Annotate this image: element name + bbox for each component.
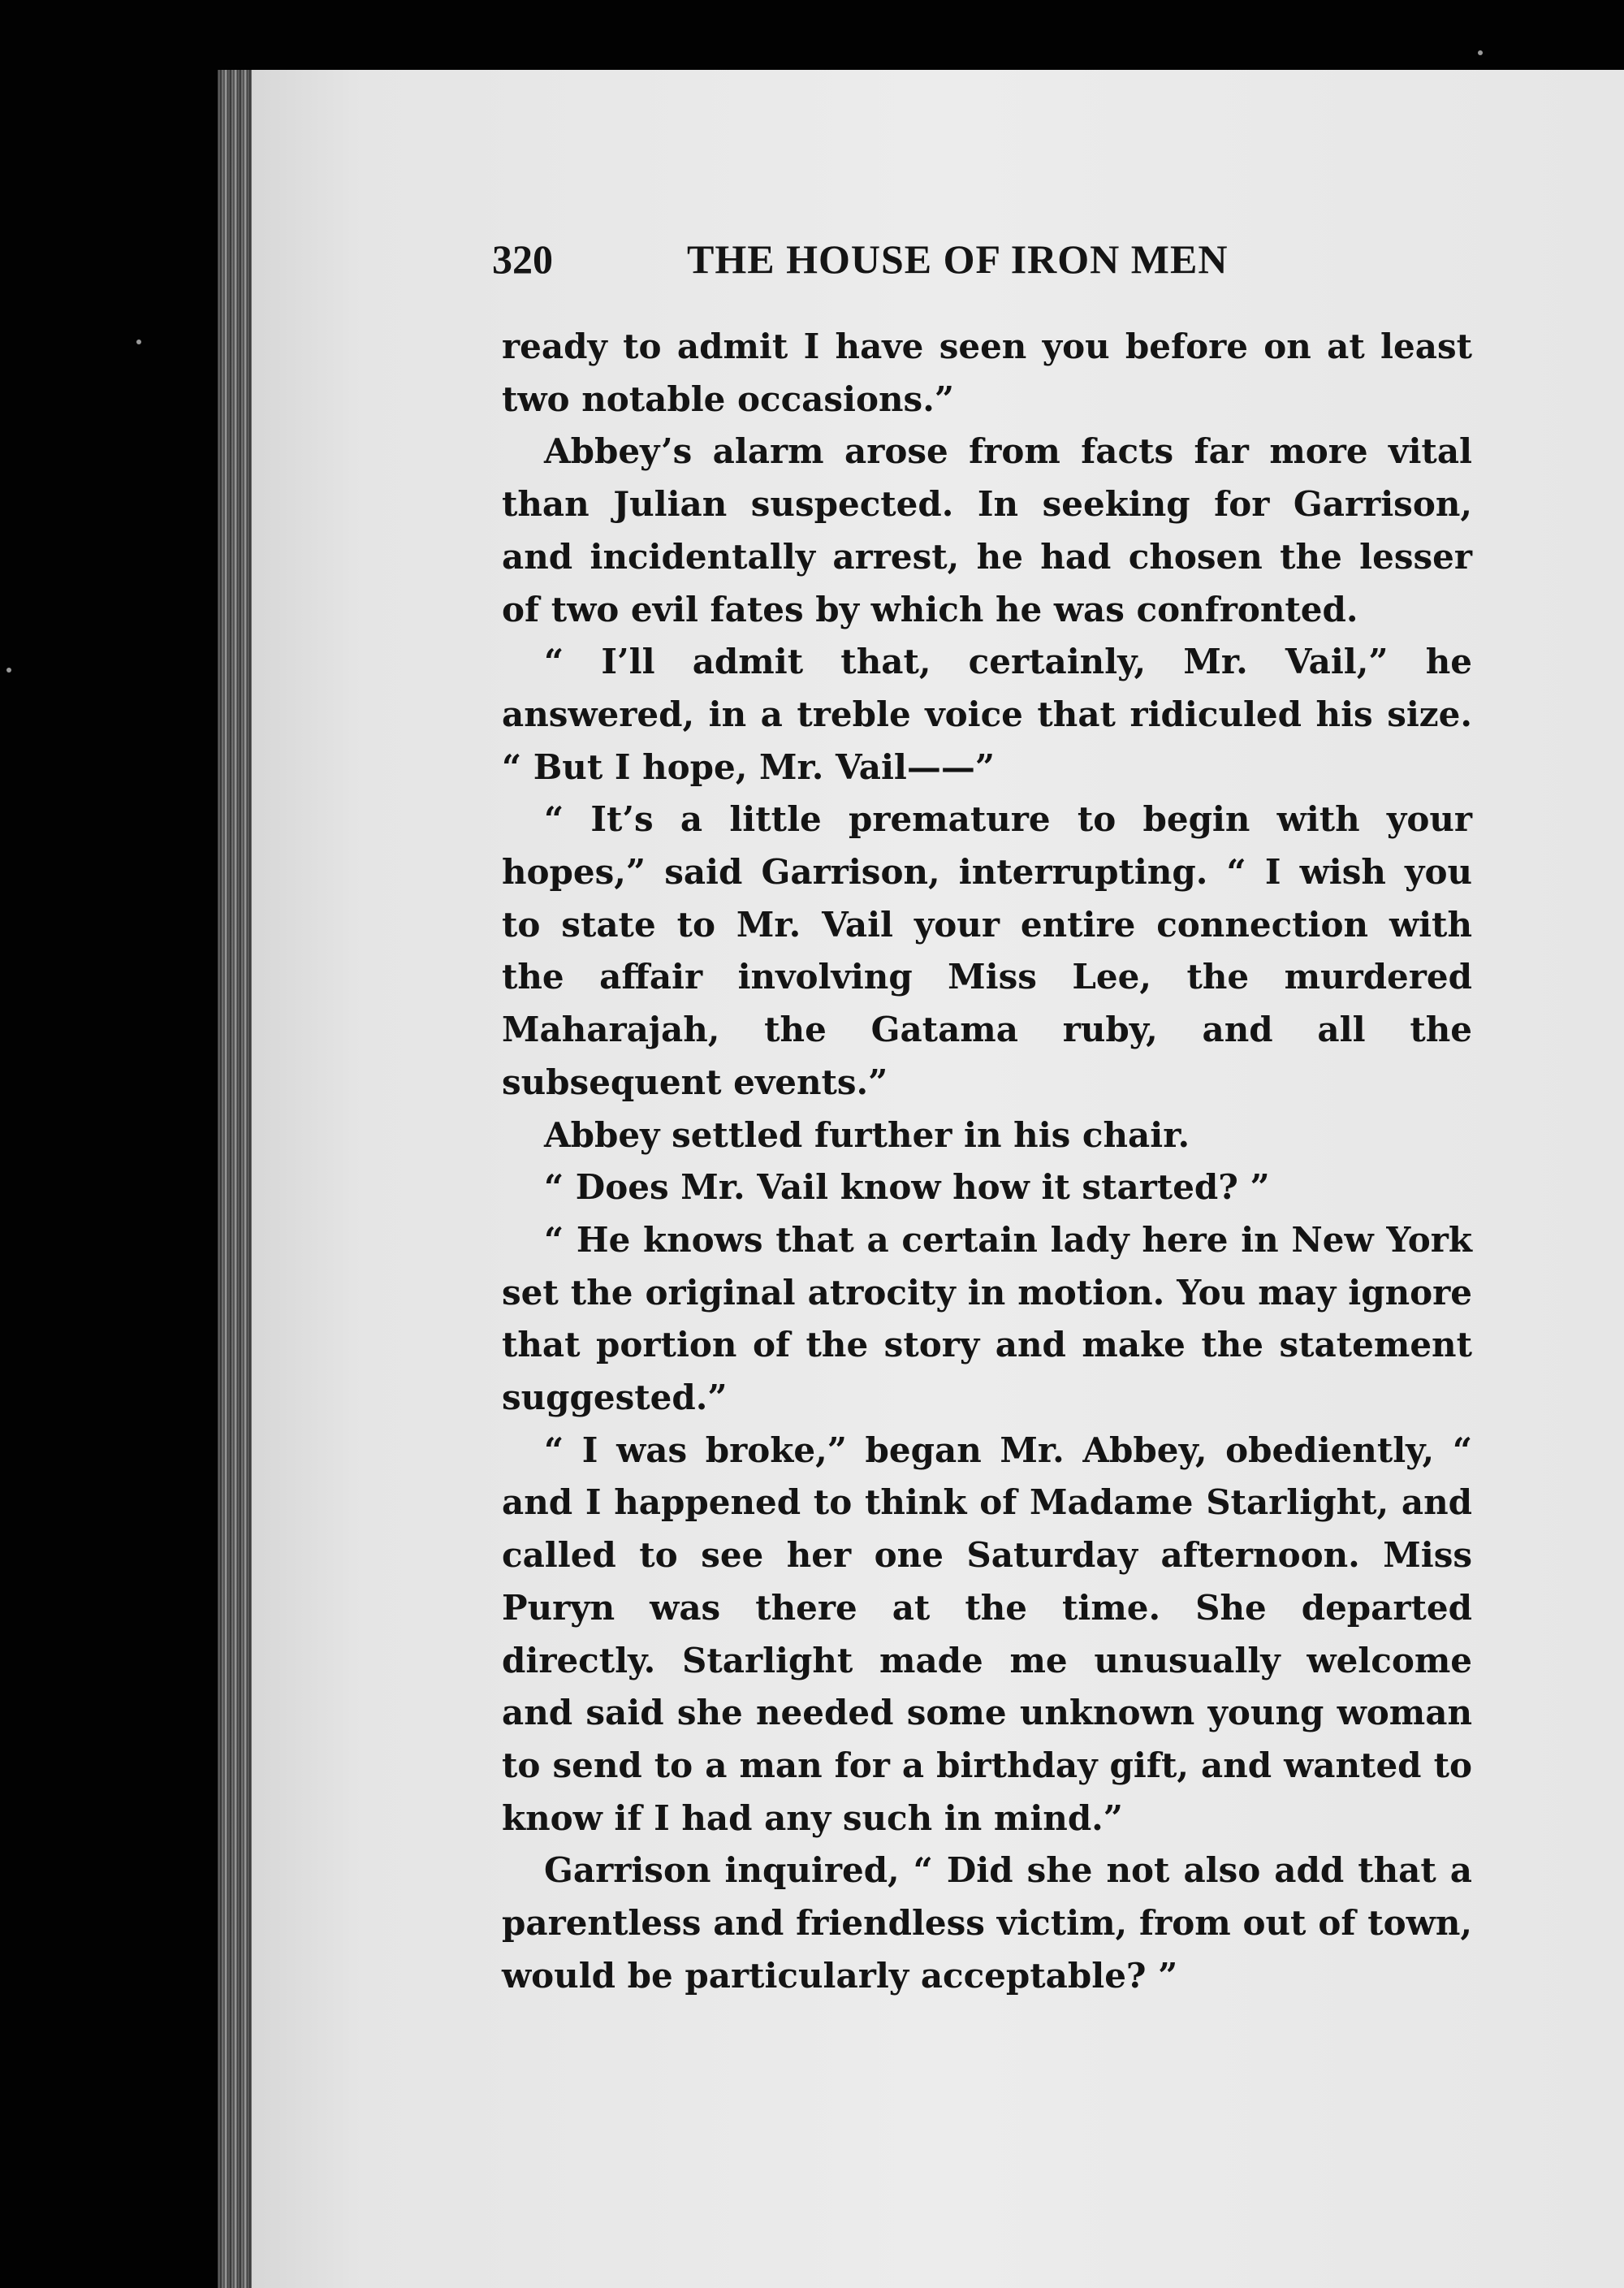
page-number: 320	[492, 236, 553, 282]
book-binding-edge	[218, 70, 252, 2288]
paragraph: Abbey settled further in his chair.	[544, 1114, 1190, 1155]
paragraph: “ He knows that a certain lady here in New York set the original atrocity in motion. You may ignore that portion of the story and make the statement suggested.”	[502, 1219, 1472, 1418]
scan-speck	[1478, 50, 1483, 55]
scan-speck	[6, 668, 11, 673]
paragraph: ready to admit I have seen you before on at least two notable occasions.”	[502, 327, 1472, 419]
running-head: THE HOUSE OF IRON MEN	[687, 236, 1229, 282]
paragraph: “ I was broke,” began Mr. Abbey, obediently, “ and I happened to think of Madame Starlight, and called to see her one Saturday afternoon. Miss Puryn was there at the time. She departed directly. Starlight made me unusually welcome and said she needed some unknown young woman to send to a man for a birthday gift, and wanted to know if I had any such in mind.”	[502, 1429, 1472, 1838]
paragraph: Abbey’s alarm arose from facts far more vital than Julian suspected. In seeking for Garrison, and incidentally arrest, he had chosen the lesser of two evil fates by which he was confronted.	[502, 431, 1472, 629]
paragraph: “ I’ll admit that, certainly, Mr. Vail,” he answered, in a treble voice that ridiculed his size. “ But I hope, Mr. Vail——”	[502, 642, 1472, 787]
scan-speck	[136, 340, 141, 344]
paragraph: “ It’s a little premature to begin with your hopes,” said Garrison, interrupting. “ I wish you to state to Mr. Vail your entire connection with the affair involving Miss Lee, the murdered Maharajah, the Gatama ruby, and all the subsequent events.”	[502, 799, 1472, 1102]
body-text	[502, 321, 1472, 1996]
page-header	[492, 236, 1304, 301]
paragraph: Garrison inquired, “ Did she not also add that a parentless and friendless victim, from out of town, would be particularly acceptable? ”	[502, 1850, 1472, 1996]
paragraph: “ Does Mr. Vail know how it started? ”	[544, 1167, 1270, 1208]
